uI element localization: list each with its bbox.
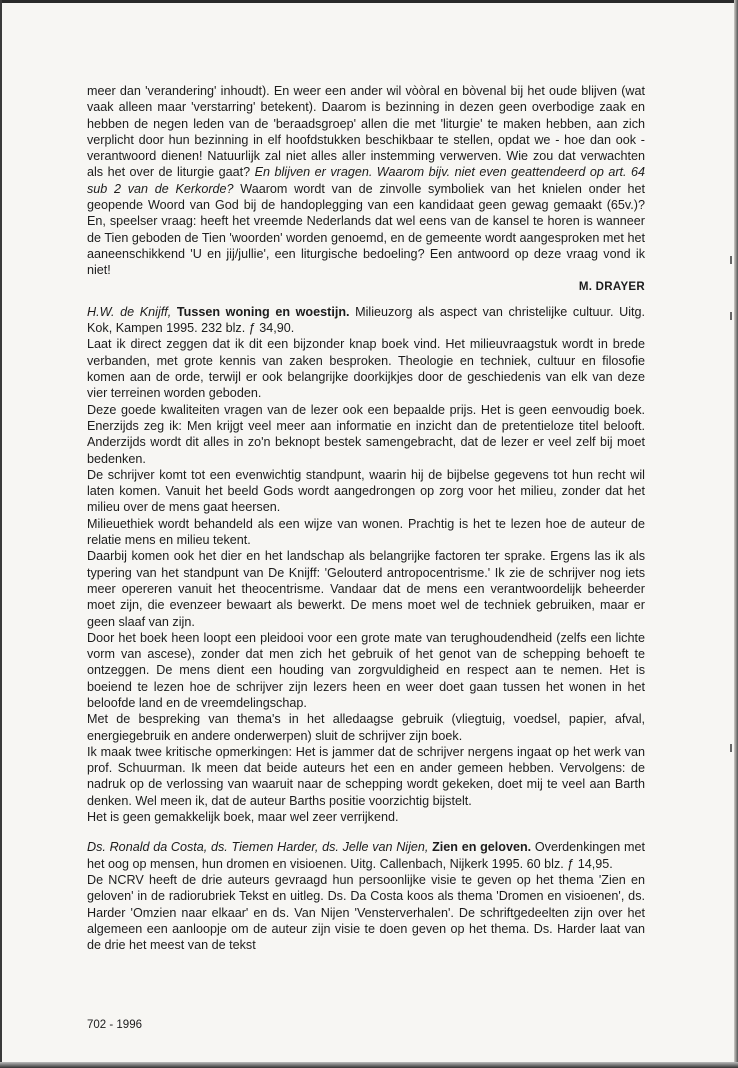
edge-mark xyxy=(730,744,732,752)
review-paragraph: Daarbij komen ook het dier en het landschap als belangrijke factoren ter sprake. Ergens las ik als typering van het standpunt van De Knijff: 'Gelouterd antropocentrisme.' Ik zie de schrijver nog iets meer opereren vanuit het theocentrisme. Vandaar dat de mens een verantwoordelijk beheerder moet zijn, die evenzeer bewaart als bewerkt. De mens moet wel de techniek gebruiken, maar er geen slaaf van zijn. xyxy=(87,549,645,629)
review-paragraph: De NCRV heeft de drie auteurs gevraagd hun persoonlijke visie te geven op het thema 'Zien en geloven' in de radiorubriek Tekst en uitleg. Ds. Da Costa koos als thema 'Dromen en visioenen', ds. Harder 'Omzien naar elkaar' en ds. Van Nijen 'Vensterverhalen'. De schriftgedeelten zijn over het algemeen een aanloopje om de auteur zijn visie te doen geven op het thema. Ds. Harder laat van de drie het meest van de tekst xyxy=(87,872,645,953)
review-heading xyxy=(87,304,645,337)
page-body xyxy=(87,83,645,953)
scan-border-bottom xyxy=(0,1062,738,1068)
review-zien-en-geloven xyxy=(87,839,645,953)
edge-mark xyxy=(730,312,732,320)
review-paragraph: Met de bespreking van thema's in het alledaagse gebruik (vliegtuig, voedsel, papier, afval, energiegebruik en andere onderwerpen) sluit de schrijver zijn boek. xyxy=(87,712,645,743)
review-paragraph: De schrijver komt tot een evenwichtig standpunt, waarin hij de bijbelse gegevens tot hun recht wil laten komen. Vanuit het beeld Gods wordt aangedrongen op zorg voor het milieu, zonder dat het milieu over de mens gaat heersen. xyxy=(87,467,645,515)
review-paragraph: Laat ik direct zeggen dat ik dit een bijzonder knap boek vind. Het milieuvraagstuk wordt in brede verbanden, met grote kennis van zaken besproken. Theologie en techniek, cultuur en filosofie komen aan de orde, terwijl er ook belangrijke doorkijkjes door de geschiedenis van elk van deze vier terreinen worden geboden. xyxy=(87,337,645,401)
review-title: Zien en geloven. xyxy=(432,840,532,855)
review-meta: Overdenkingen met het oog op mensen, hun dromen en visioenen. Uitg. Callenbach, Nijkerk 1995. 60 blz. ƒ 14,95. xyxy=(87,840,645,871)
review-author: H.W. de Knijff, xyxy=(87,304,172,319)
intro-paragraph: meer dan 'verandering' inhoudt). En weer een ander wil vòòral en bòvenal bij het oude blijven (wat vaak alleen maar 'verstarring' betekent). Daarom is bezinning in dezen geen overbodige zaak en hebben de negen leden van de 'beraadsgroep' allen die met 'liturgie' te maken hebben, aan zich verplicht door hun bezinning in elf hoofdstukken beschikbaar te stellen, opdat we - hoe dan ook - verantwoord dienen! Natuurlijk zal niet alles aller instemming verwerven. Wie zou dat verwachten als het over de liturgie gaat? En blijven er vragen. Waarom bijv. niet even geattendeerd op art. 64 sub 2 van de Kerkorde? Waarom wordt van de zinvolle symboliek van het knielen onder het geopende Woord van God bij de handoplegging van een kandidaat geen gewag gemaakt (65v.)? En, speelser vraag: heeft het vreemde Nederlands dat wel eens van de kansel te horen is wanneer de Tien geboden de Tien 'woorden' worden genoemd, en de gemeente wordt aangesproken met het aaneenschikkend 'U en jij/jullie', een liturgische bedoeling? Een antwoord op deze vraag vond ik niet! xyxy=(87,84,645,278)
review-paragraph: Ik maak twee kritische opmerkingen: Het is jammer dat de schrijver nergens ingaat op het werk van prof. Schuurman. Ik meen dat beide auteurs het een en ander gemeen hebben. Vervolgens: de nadruk op de verlossing van waaruit naar de schepping wordt gekeken, doet mij te veel aan Barth denken. Wel meen ik, dat de auteur Barths positie voorzichtig bijstelt. xyxy=(87,744,645,808)
scan-border-left xyxy=(0,0,2,1068)
scan-border-right xyxy=(734,0,738,1068)
review-heading xyxy=(87,839,645,872)
review-paragraph: Milieuethiek wordt behandeld als een wijze van wonen. Prachtig is het te lezen hoe de auteur de relatie mens en milieu tekent. xyxy=(87,516,645,548)
review-meta: Milieuzorg als aspect van christelijke cultuur. Uitg. Kok, Kampen 1995. 232 blz. ƒ 34,90. xyxy=(87,304,646,336)
review-authors: Ds. Ronald da Costa, ds. Tiemen Harder, ds. Jelle van Nijen, xyxy=(87,840,429,855)
review-paragraph: Het is geen gemakkelijk boek, maar wel zeer verrijkend. xyxy=(87,810,399,825)
signature-drayer: M. DRAYER xyxy=(578,280,645,293)
review-paragraph: Door het boek heen loopt een pleidooi voor een grote mate van terughoudendheid (zelfs een lichte vorm van ascese), zonder dat men zich het gebruik of het genot van de schepping behoeft te ontzeggen. De mens dient een houding van zorgvuldigheid en respect aan te nemen. Het is boeiend te lezen hoe de schrijver zijn lezers heen en weer doet gaan tussen het wonen in het beloofde land en de vreemdelingschap. xyxy=(87,630,645,710)
review-knijff xyxy=(87,304,645,826)
review-title: Tussen woning en woestijn. xyxy=(176,304,350,319)
review-paragraph: Deze goede kwaliteiten vragen van de lezer ook een bepaalde prijs. Het is geen eenvoudig boek. Enerzijds zeg ik: Men krijgt veel meer aan informatie en inzicht dan de pretentieloze titel belooft. Anderzijds wordt dit alles in zo'n beknopt bestek samengebracht, dat de lezer er veel zelf bij moet bedenken. xyxy=(87,402,645,466)
page-number: 702 - 1996 xyxy=(87,1019,142,1031)
edge-mark xyxy=(730,256,732,264)
scan-border-top xyxy=(0,0,738,3)
